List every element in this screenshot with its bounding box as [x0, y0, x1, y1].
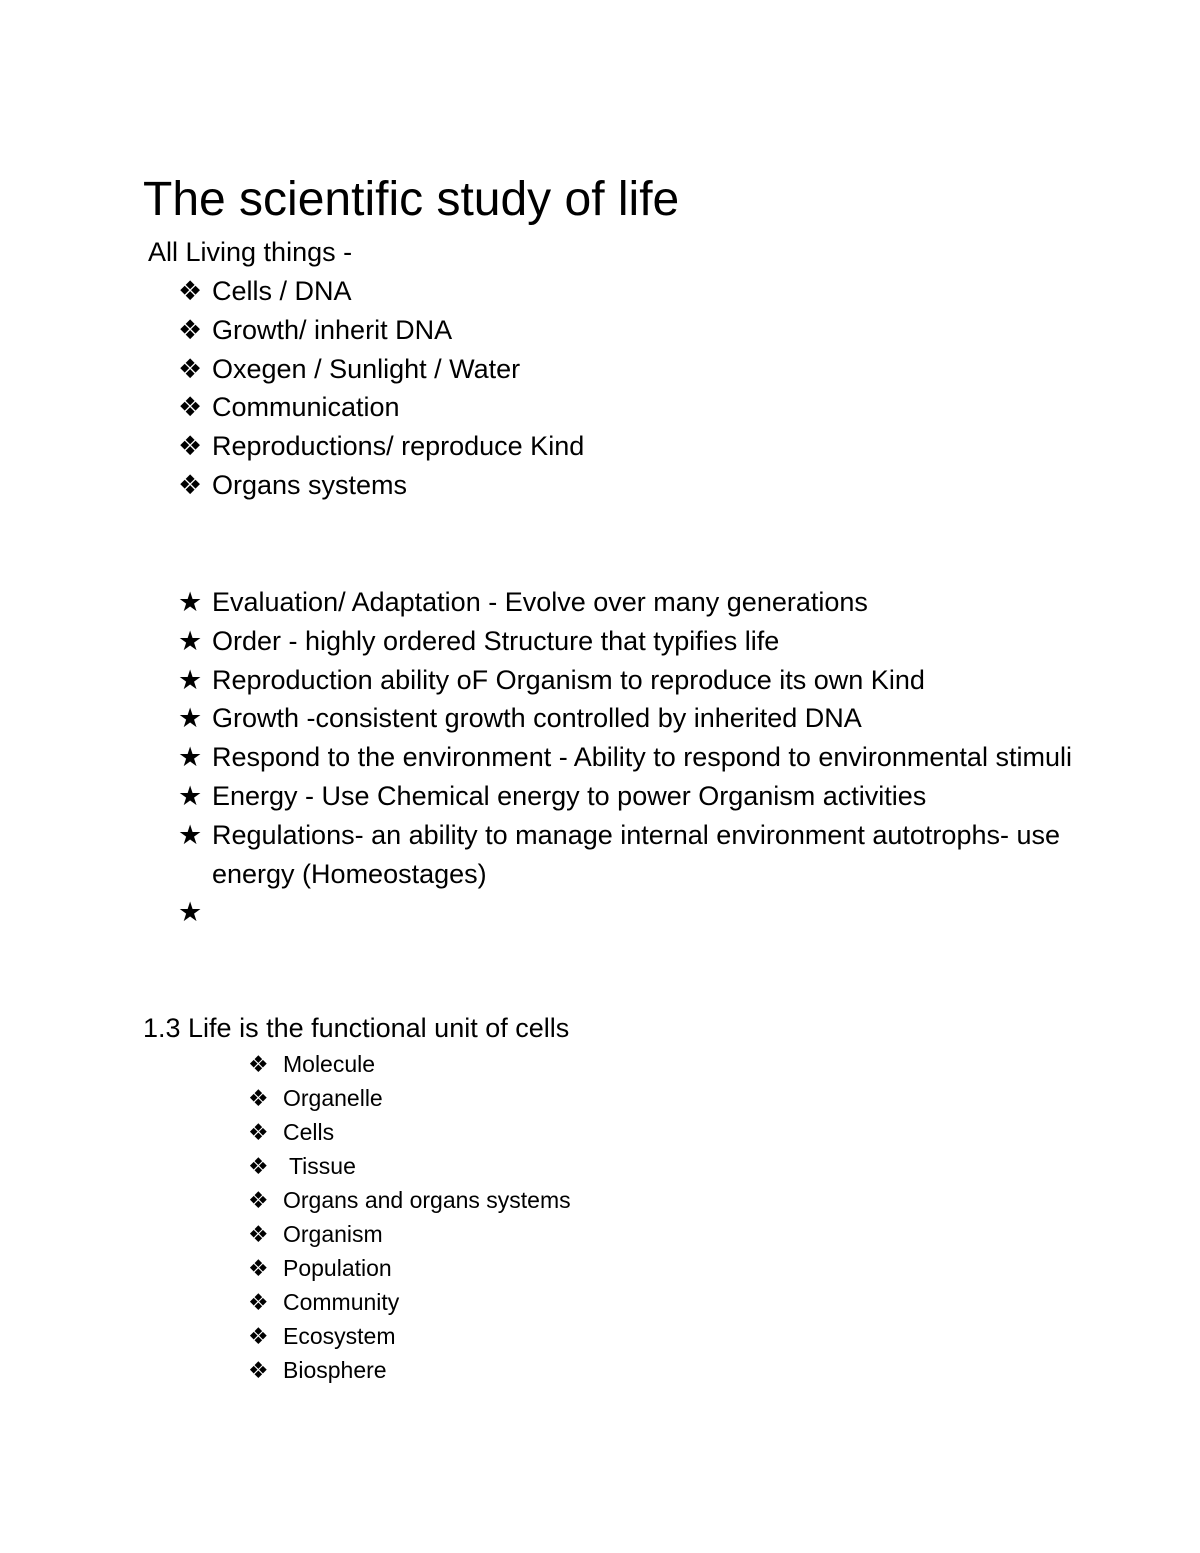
list-item — [248, 1149, 571, 1183]
list-item-text: Tissue — [283, 1153, 356, 1179]
section-heading: 1.3 Life is the functional unit of cells — [143, 1013, 570, 1043]
diamond-bullet-icon: ❖ — [248, 1255, 269, 1281]
diamond-bullet-icon: ❖ — [248, 1357, 269, 1383]
list-item-text: Cells / DNA — [212, 276, 352, 306]
list-item — [178, 311, 584, 350]
list-item — [178, 816, 1138, 894]
diamond-bullet-icon: ❖ — [248, 1187, 269, 1213]
diamond-bullet-icon: ❖ — [178, 392, 203, 423]
star-bullet-icon: ★ — [178, 742, 203, 773]
list-item — [178, 738, 1138, 777]
list-item — [178, 427, 584, 466]
list-item — [248, 1183, 571, 1217]
diamond-bullet-icon: ❖ — [178, 469, 203, 500]
list-item-text: Organs systems — [212, 469, 408, 500]
list-item — [178, 388, 584, 427]
list-item-text: Order - highly ordered Structure that typifies life — [212, 625, 780, 656]
list-item-text: Growth/ inherit DNA — [212, 314, 453, 345]
list-item — [178, 272, 584, 311]
list-item — [248, 1115, 571, 1149]
list-item — [248, 1047, 571, 1081]
characteristics-list — [178, 272, 584, 505]
diamond-bullet-icon: ❖ — [178, 353, 203, 384]
star-bullet-icon: ★ — [178, 587, 203, 617]
diamond-bullet-icon: ❖ — [178, 314, 203, 345]
list-item-text: Molecule — [283, 1051, 376, 1077]
diamond-bullet-icon: ❖ — [178, 276, 203, 306]
list-item-text: Energy - Use Chemical energy to power Organism activities — [212, 780, 927, 811]
list-item-text: Organs and organs systems — [283, 1187, 571, 1213]
star-bullet-icon: ★ — [178, 819, 203, 850]
list-item-text: Reproductions/ reproduce Kind — [212, 431, 585, 462]
list-item-text: Evaluation/ Adaptation - Evolve over many generations — [212, 587, 868, 617]
list-item-text: Organism — [283, 1221, 383, 1247]
list-item-text: Population — [283, 1255, 392, 1281]
page-title: The scientific study of life — [143, 173, 680, 226]
list-item-text: Ecosystem — [283, 1323, 396, 1349]
list-item — [248, 1353, 571, 1387]
list-item-text: Communication — [212, 392, 400, 423]
diamond-bullet-icon: ❖ — [248, 1289, 269, 1315]
list-item — [178, 466, 584, 505]
properties-of-life-list — [178, 583, 1138, 932]
list-item-text: Community — [283, 1289, 400, 1315]
star-bullet-icon: ★ — [178, 625, 203, 656]
list-item-text: Regulations- an ability to manage internal environment autotrophs- use energy (Homeostages) — [212, 819, 1060, 889]
star-bullet-icon: ★ — [178, 780, 203, 811]
list-item — [178, 661, 1138, 700]
list-item — [178, 699, 1138, 738]
list-item-text: Organelle — [283, 1085, 383, 1111]
diamond-bullet-icon: ❖ — [248, 1221, 269, 1247]
levels-of-organization-list — [248, 1047, 571, 1387]
list-item — [248, 1319, 571, 1353]
star-bullet-icon: ★ — [178, 703, 203, 734]
list-item-text: Cells — [283, 1119, 335, 1145]
diamond-bullet-icon: ❖ — [248, 1323, 269, 1349]
list-item-text: Oxegen / Sunlight / Water — [212, 353, 521, 384]
list-item-text: Reproduction ability oF Organism to reproduce its own Kind — [212, 664, 925, 695]
list-item — [178, 350, 584, 389]
list-item — [178, 583, 1138, 622]
list-item — [248, 1285, 571, 1319]
list-item — [178, 893, 1138, 932]
list-item-text: Growth -consistent growth controlled by inherited DNA — [212, 703, 862, 734]
list-item — [248, 1217, 571, 1251]
star-bullet-icon: ★ — [178, 897, 203, 928]
diamond-bullet-icon: ❖ — [248, 1085, 269, 1111]
list-item-text: Respond to the environment - Ability to respond to environmental stimuli — [212, 742, 1072, 773]
list-item — [248, 1251, 571, 1285]
list-item — [178, 777, 1138, 816]
diamond-bullet-icon: ❖ — [248, 1051, 269, 1077]
list-item — [248, 1081, 571, 1115]
diamond-bullet-icon: ❖ — [248, 1153, 269, 1179]
intro-line: All Living things - — [148, 237, 353, 267]
list-item-text: Biosphere — [283, 1357, 387, 1383]
list-item — [178, 622, 1138, 661]
star-bullet-icon: ★ — [178, 664, 203, 695]
diamond-bullet-icon: ❖ — [248, 1119, 269, 1145]
diamond-bullet-icon: ❖ — [178, 431, 203, 462]
